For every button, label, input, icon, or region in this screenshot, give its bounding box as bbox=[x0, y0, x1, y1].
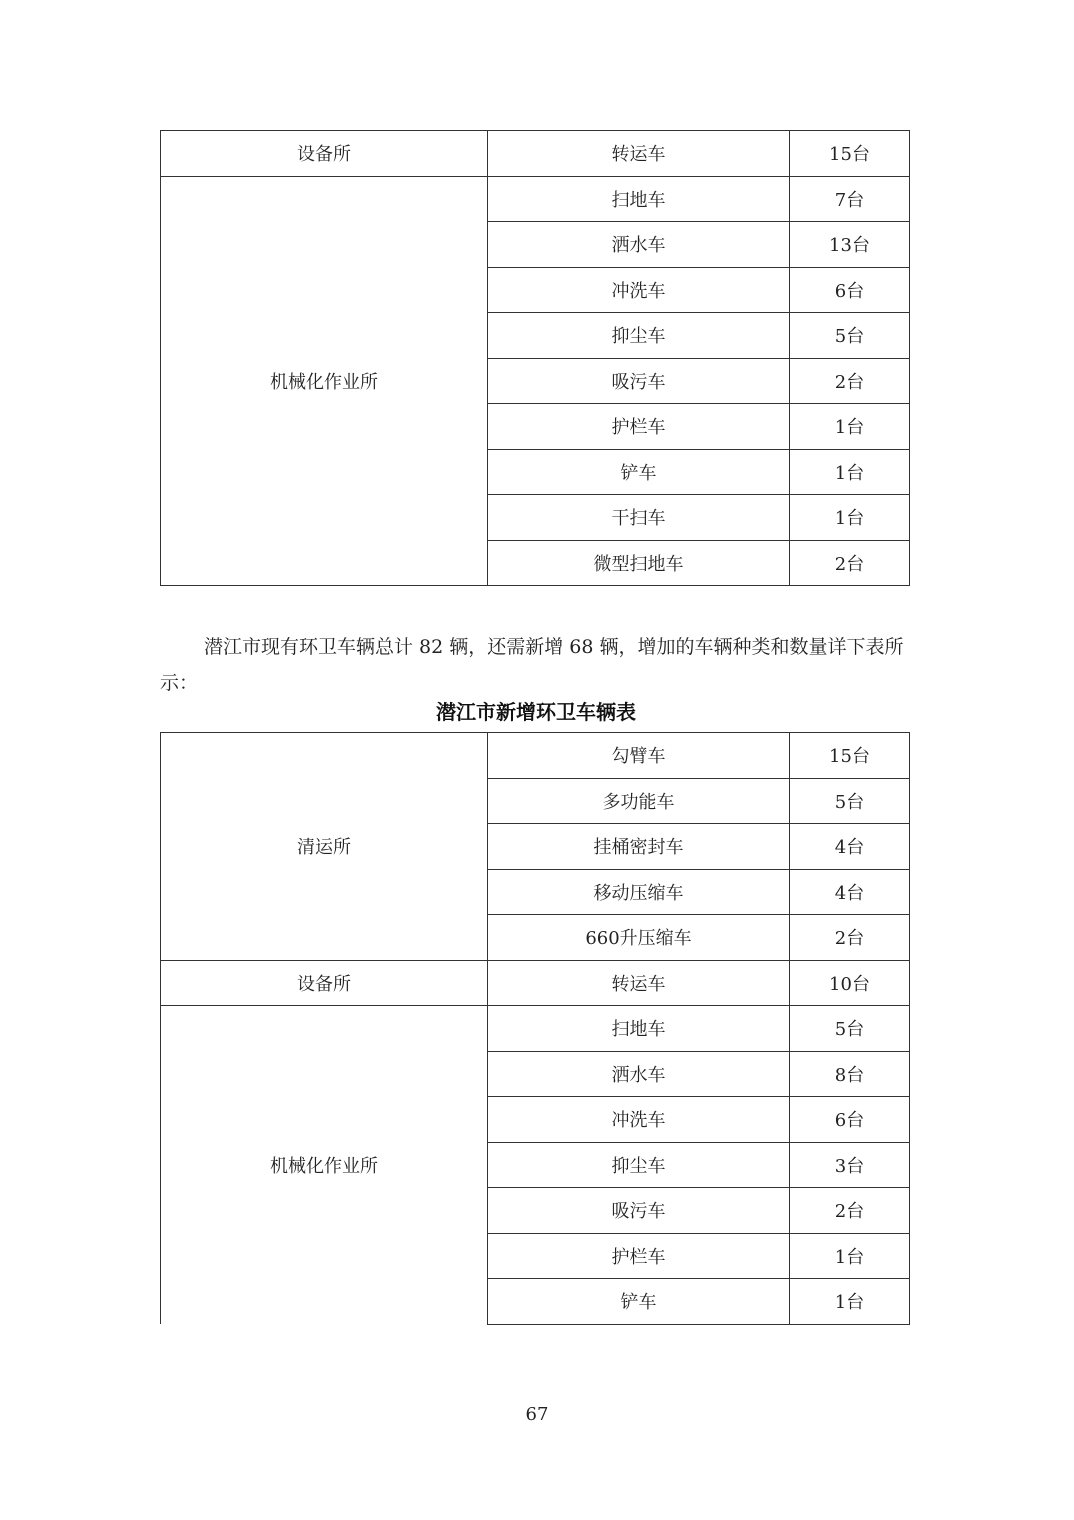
vehicle-type-cell: 抑尘车 bbox=[488, 1142, 790, 1188]
vehicle-type-cell: 洒水车 bbox=[488, 1051, 790, 1097]
vehicle-type-cell: 护栏车 bbox=[488, 404, 790, 450]
vehicle-type-cell: 挂桶密封车 bbox=[488, 824, 790, 870]
vehicle-count-cell: 6台 bbox=[790, 1097, 910, 1143]
vehicle-count-cell: 6台 bbox=[790, 267, 910, 313]
vehicle-count-cell: 2台 bbox=[790, 915, 910, 961]
vehicle-type-cell: 转运车 bbox=[488, 131, 790, 177]
vehicle-type-cell: 铲车 bbox=[488, 449, 790, 495]
vehicle-type-cell: 护栏车 bbox=[488, 1233, 790, 1279]
vehicle-type-cell: 抑尘车 bbox=[488, 313, 790, 359]
vehicle-count-cell: 5台 bbox=[790, 1006, 910, 1052]
vehicle-count-cell: 1台 bbox=[790, 404, 910, 450]
vehicle-count-cell: 15台 bbox=[790, 733, 910, 779]
vehicle-count-cell: 2台 bbox=[790, 540, 910, 586]
vehicle-count-cell: 10台 bbox=[790, 960, 910, 1006]
unit-cell: 设备所 bbox=[161, 131, 488, 177]
vehicle-type-cell: 微型扫地车 bbox=[488, 540, 790, 586]
vehicle-type-cell: 扫地车 bbox=[488, 1006, 790, 1052]
table-row bbox=[161, 131, 910, 177]
vehicle-table-new bbox=[160, 732, 910, 1325]
vehicle-count-cell: 15台 bbox=[790, 131, 910, 177]
vehicle-type-cell: 转运车 bbox=[488, 960, 790, 1006]
vehicle-type-cell: 吸污车 bbox=[488, 1188, 790, 1234]
vehicle-count-cell: 4台 bbox=[790, 869, 910, 915]
table-row bbox=[161, 176, 910, 222]
vehicle-count-cell: 1台 bbox=[790, 1233, 910, 1279]
vehicle-table-existing bbox=[160, 130, 910, 586]
vehicle-type-cell: 660升压缩车 bbox=[488, 915, 790, 961]
unit-cell: 机械化作业所 bbox=[161, 1006, 488, 1325]
vehicle-count-cell: 5台 bbox=[790, 313, 910, 359]
vehicle-type-cell: 铲车 bbox=[488, 1279, 790, 1325]
vehicle-type-cell: 吸污车 bbox=[488, 358, 790, 404]
vehicle-count-cell: 3台 bbox=[790, 1142, 910, 1188]
vehicle-count-cell: 4台 bbox=[790, 824, 910, 870]
vehicle-type-cell: 冲洗车 bbox=[488, 267, 790, 313]
table-row bbox=[161, 1006, 910, 1052]
table-row bbox=[161, 960, 910, 1006]
vehicle-count-cell: 2台 bbox=[790, 358, 910, 404]
vehicle-type-cell: 干扫车 bbox=[488, 495, 790, 541]
unit-cell: 清运所 bbox=[161, 733, 488, 961]
unit-cell: 机械化作业所 bbox=[161, 176, 488, 586]
page-number: 67 bbox=[525, 1404, 549, 1425]
vehicle-type-cell: 冲洗车 bbox=[488, 1097, 790, 1143]
vehicle-count-cell: 1台 bbox=[790, 1279, 910, 1325]
vehicle-count-cell: 8台 bbox=[790, 1051, 910, 1097]
vehicle-type-cell: 移动压缩车 bbox=[488, 869, 790, 915]
vehicle-count-cell: 1台 bbox=[790, 495, 910, 541]
vehicle-type-cell: 洒水车 bbox=[488, 222, 790, 268]
vehicle-count-cell: 2台 bbox=[790, 1188, 910, 1234]
vehicle-type-cell: 勾臂车 bbox=[488, 733, 790, 779]
vehicle-count-cell: 1台 bbox=[790, 449, 910, 495]
body-paragraph: 潜江市现有环卫车辆总计 82 辆，还需新增 68 辆，增加的车辆种类和数量详下表所示： bbox=[160, 636, 904, 694]
vehicle-type-cell: 扫地车 bbox=[488, 176, 790, 222]
vehicle-count-cell: 7台 bbox=[790, 176, 910, 222]
table-row bbox=[161, 733, 910, 779]
vehicle-count-cell: 13台 bbox=[790, 222, 910, 268]
table-caption: 潜江市新增环卫车辆表 bbox=[436, 700, 636, 724]
unit-cell: 设备所 bbox=[161, 960, 488, 1006]
vehicle-type-cell: 多功能车 bbox=[488, 778, 790, 824]
vehicle-count-cell: 5台 bbox=[790, 778, 910, 824]
